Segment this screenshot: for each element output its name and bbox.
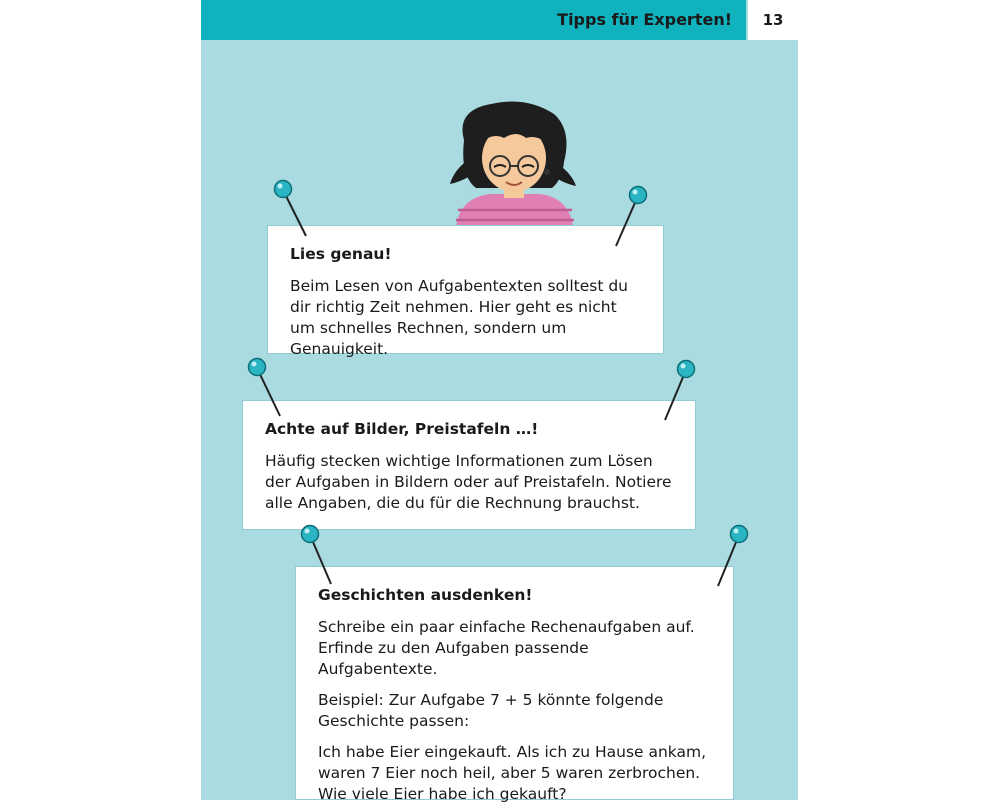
- note-text: Häufig stecken wichtige Informationen zum Lösen der Aufgaben in Bildern oder auf Preistafeln. Notiere alle Angaben, die du für die Rechnung brauchst.: [265, 452, 672, 512]
- pushpin-icon: [602, 182, 662, 252]
- pushpin-icon: [704, 520, 764, 590]
- pushpin-icon: [652, 356, 712, 426]
- header-bar: [201, 0, 746, 40]
- note-title: Geschichten ausdenken!: [318, 586, 533, 604]
- page-number: 13: [762, 11, 784, 29]
- pushpin-icon: [266, 178, 326, 248]
- note-title: Lies genau!: [290, 245, 392, 263]
- note-text: Beispiel: Zur Aufgabe 7 + 5 könnte folgende Geschichte passen:: [318, 691, 664, 730]
- note-text: Ich habe Eier eingekauft. Als ich zu Hause ankam, waren 7 Eier noch heil, aber 5 waren zerbrochen. Wie viele Eier habe ich gekauft?: [318, 743, 707, 803]
- tip-note-pictures: [242, 400, 696, 530]
- page-number-box: [748, 0, 798, 40]
- note-text: Schreibe ein paar einfache Rechenaufgaben auf. Erfinde zu den Aufgaben passende Aufgabentexte.: [318, 618, 695, 678]
- note-text: Beim Lesen von Aufgabentexten solltest du dir richtig Zeit nehmen. Hier geht es nicht um schnelles Rechnen, sondern um Genauigkeit.: [290, 277, 628, 358]
- note-title: Achte auf Bilder, Preistafeln …!: [265, 420, 539, 438]
- page-title: Tipps für Experten!: [557, 10, 732, 29]
- pushpin-icon: [294, 520, 354, 590]
- pushpin-icon: [240, 354, 300, 424]
- tip-note-stories: [295, 566, 734, 803]
